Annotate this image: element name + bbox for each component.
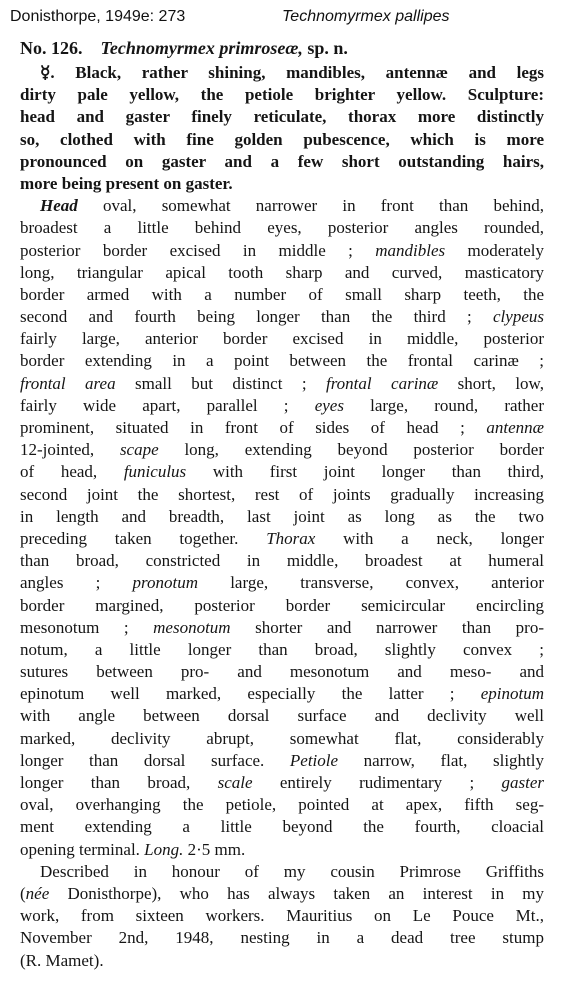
morphology-line: mesonotum ; mesonotum shorter and narrower than pro- <box>20 617 544 637</box>
morphology-line: in length and breadth, last joint as long as the two <box>20 506 544 526</box>
description-line: dirty pale yellow, the petiole brighter yellow. Sculpture: <box>20 85 544 105</box>
morphology-line: marked, declivity abrupt, somewhat flat, considerably <box>20 728 544 748</box>
morphology-line: long, triangular apical tooth sharp and curved, masticatory <box>20 262 544 282</box>
closing-line: November 2nd, 1948, nesting in a dead tree stump <box>20 928 544 948</box>
morphology-line: longer than broad, scale entirely rudimentary ; gaster <box>20 773 544 792</box>
morphology-line: border armed with a number of small sharp teeth, the <box>20 284 544 304</box>
description-line: more being present on gaster. <box>20 173 233 193</box>
citation-reference: Donisthorpe, 1949e: 273 <box>10 8 186 25</box>
morphology-line: fairly wide apart, parallel ; eyes large, round, rather <box>20 395 544 415</box>
species-number: No. 126. <box>20 38 83 58</box>
closing-line: (R. Mamet). <box>20 950 104 970</box>
description-line: head and gaster finely reticulate, thorax more distinctly <box>20 107 544 127</box>
morphology-line: longer than dorsal surface. Petiole narrow, flat, slightly <box>20 750 544 770</box>
morphology-line: Head oval, somewhat narrower in front than behind, <box>40 196 544 216</box>
species-title <box>20 34 544 62</box>
morphology-line: border extending in a point between the frontal carinæ ; <box>20 351 544 371</box>
closing-line: Described in honour of my cousin Primrose Griffiths <box>40 861 544 881</box>
document-body <box>20 34 544 972</box>
morphology-paragraph <box>20 195 544 861</box>
morphology-line: prominent, situated in front of sides of head ; antennæ <box>20 418 544 437</box>
morphology-line: preceding taken together. Thorax with a neck, longer <box>20 528 544 548</box>
morphology-line: frontal area small but distinct ; frontal carinæ short, low, <box>20 373 544 393</box>
morphology-line: second joint the shortest, rest of joints gradually increasing <box>20 484 544 504</box>
description-line: pronounced on gaster and a few short outstanding hairs, <box>20 151 544 171</box>
morphology-line: than broad, constricted in middle, broadest at humeral <box>20 551 544 571</box>
species-name-header: Technomyrmex pallipes <box>282 8 450 25</box>
description-line: so, clothed with fine golden pubescence, which is more <box>20 129 544 149</box>
closing-line: work, from sixteen workers. Mauritius on Le Pouce Mt., <box>20 906 544 926</box>
morphology-line: opening terminal. Long. 2·5 mm. <box>20 839 246 859</box>
morphology-line: angles ; pronotum large, transverse, convex, anterior <box>20 573 545 593</box>
description-paragraph <box>20 62 544 195</box>
morphology-line: 12-jointed, scape long, extending beyond posterior border <box>20 440 544 460</box>
morphology-line: epinotum well marked, especially the latter ; epinotum <box>20 684 544 704</box>
morphology-line: notum, a little longer than broad, slightly convex ; <box>20 639 544 659</box>
morphology-line: of head, funiculus with first joint longer than third, <box>20 462 544 482</box>
closing-line: (née Donisthorpe), who has always taken an interest in my <box>20 883 544 903</box>
species-title-suffix: sp. n. <box>307 38 348 58</box>
morphology-line: second and fourth being longer than the third ; clypeus <box>20 307 544 327</box>
morphology-line: oval, overhanging the petiole, pointed at apex, fifth seg- <box>20 795 544 815</box>
morphology-line: broadest a little behind eyes, posterior angles rounded, <box>20 218 544 238</box>
morphology-line: posterior border excised in middle ; mandibles moderately <box>20 240 545 260</box>
closing-paragraph <box>20 861 544 972</box>
page-header <box>10 4 578 30</box>
morphology-line: fairly large, anterior border excised in middle, posterior <box>20 329 544 349</box>
morphology-line: ment extending a little beyond the fourth, cloacial <box>20 817 544 837</box>
species-title-name: Technomyrmex primroseæ, <box>100 38 303 58</box>
morphology-line: border margined, posterior border semicircular encircling <box>20 595 544 615</box>
morphology-line: with angle between dorsal surface and declivity well <box>20 706 544 726</box>
description-line: ☿. Black, rather shining, mandibles, antennæ and legs <box>40 63 544 82</box>
morphology-line: sutures between pro- and mesonotum and meso- and <box>20 662 544 682</box>
